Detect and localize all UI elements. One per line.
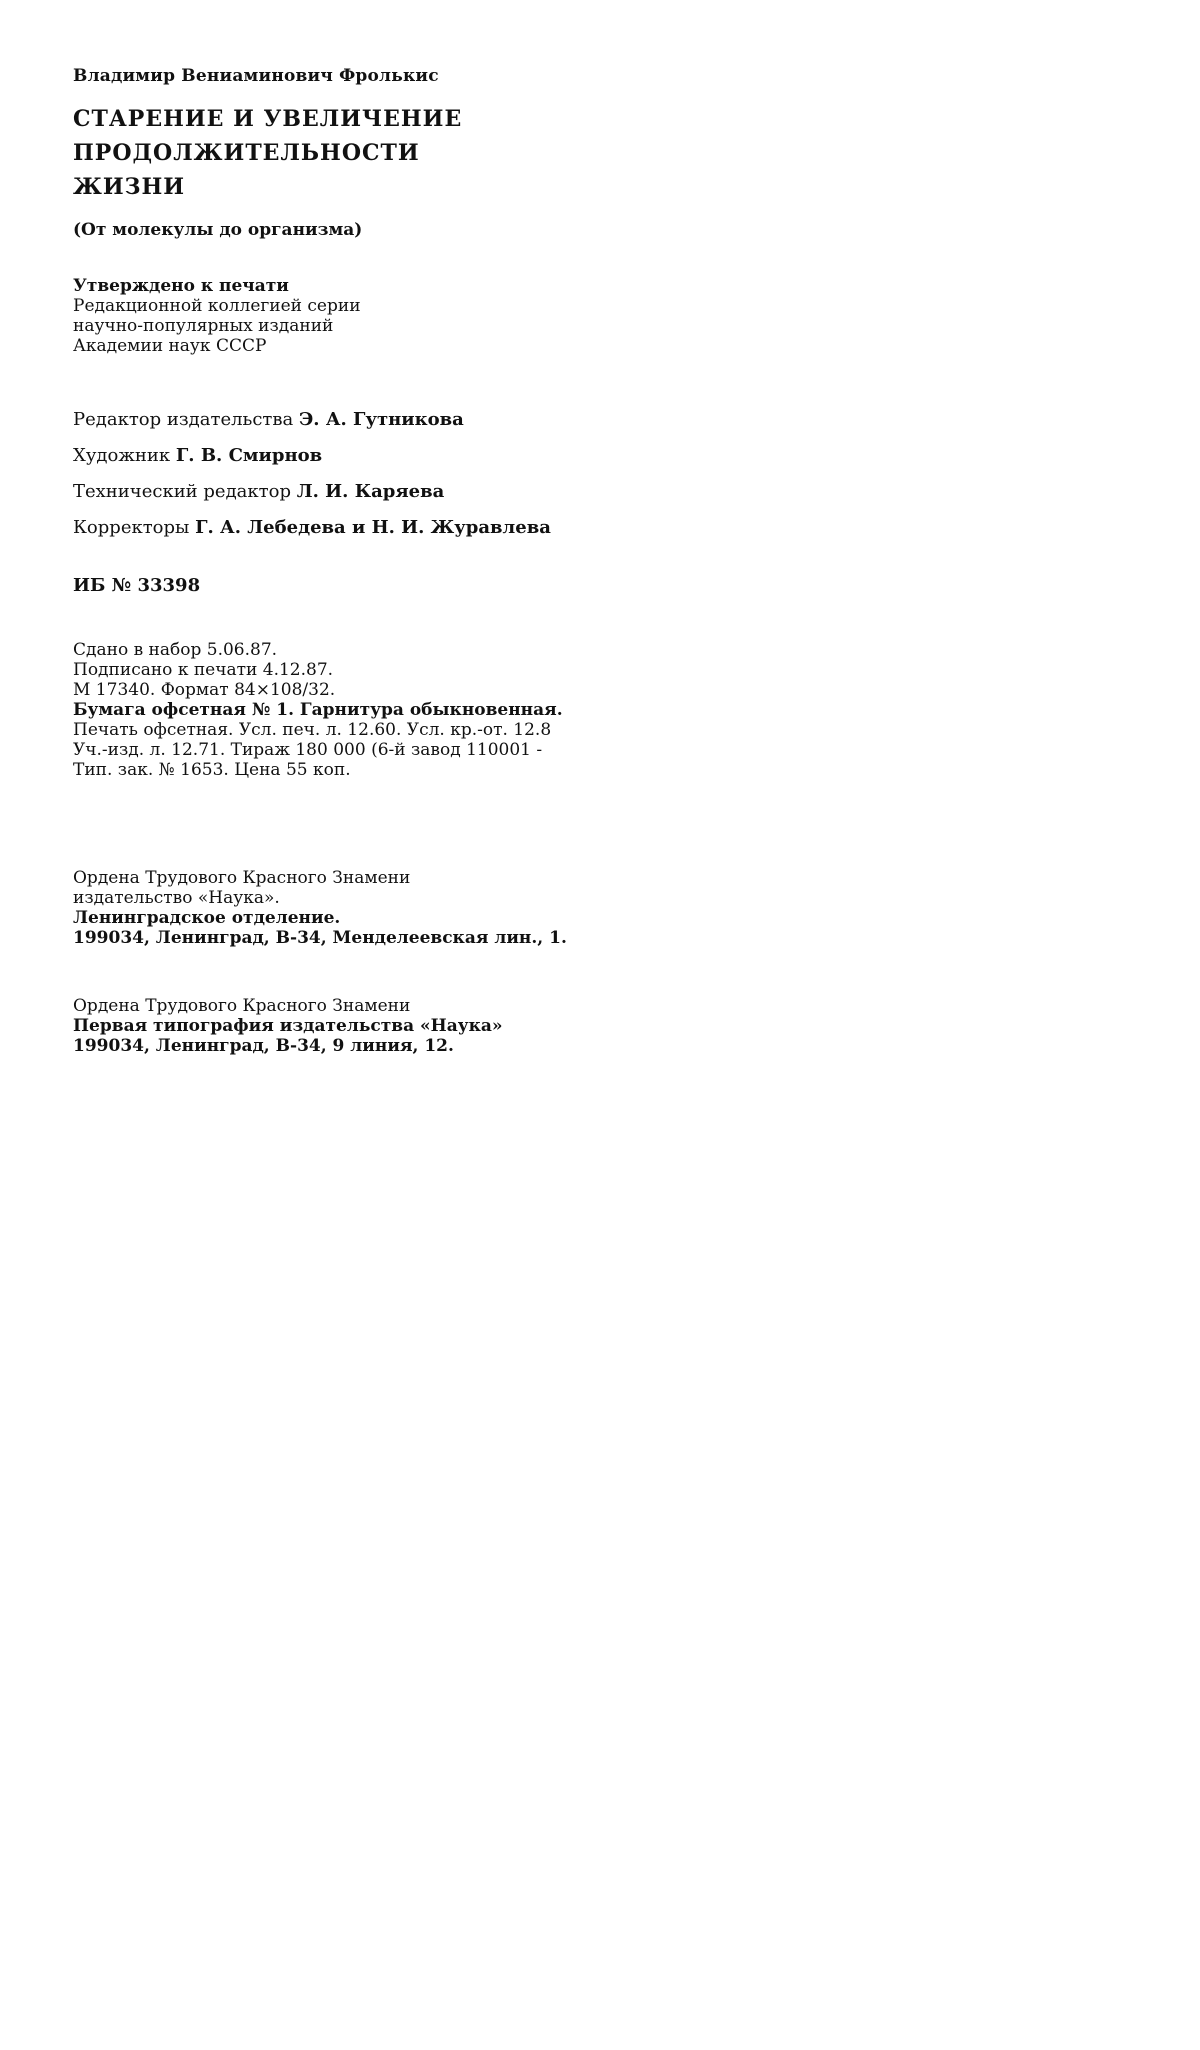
print-line-4: Бумага офсетная № 1. Гарнитура обыкновенная. bbox=[73, 700, 563, 720]
approval-line-4: Академии наук СССР bbox=[73, 336, 267, 356]
credit-proofreaders bbox=[73, 518, 551, 538]
title-line-1: СТАРЕНИЕ И УВЕЛИЧЕНИЕ bbox=[73, 106, 463, 132]
credit-role: Корректоры bbox=[73, 518, 190, 538]
print-line-6: Уч.-изд. л. 12.71. Тираж 180 000 (6-й завод 110001 - bbox=[73, 740, 543, 760]
print-line-7: Тип. зак. № 1653. Цена 55 коп. bbox=[73, 760, 351, 780]
book-subtitle: (От молекулы до организма) bbox=[73, 220, 363, 240]
ib-number: ИБ № 33398 bbox=[73, 576, 201, 596]
print-line-5: Печать офсетная. Усл. печ. л. 12.60. Усл. кр.-от. 12.8 bbox=[73, 720, 552, 740]
credit-role: Художник bbox=[73, 446, 171, 466]
credit-name: Э. А. Гутникова bbox=[298, 410, 464, 430]
publisher-line-1: Ордена Трудового Красного Знамени bbox=[73, 868, 411, 888]
credit-name: Г. А. Лебедева и Н. И. Журавлева bbox=[195, 518, 551, 538]
credit-artist bbox=[73, 446, 322, 466]
credit-name: Л. И. Каряева bbox=[296, 482, 445, 502]
title-line-2: ПРОДОЛЖИТЕЛЬНОСТИ bbox=[73, 140, 420, 166]
publisher-line-2: издательство «Наука». bbox=[73, 888, 280, 908]
title-line-3: ЖИЗНИ bbox=[73, 174, 186, 200]
credit-role: Редактор издательства bbox=[73, 410, 294, 430]
approval-line-1: Утверждено к печати bbox=[73, 276, 289, 296]
printer-line-2: Первая типография издательства «Наука» bbox=[73, 1016, 503, 1036]
print-line-3: М 17340. Формат 84×108/32. bbox=[73, 680, 336, 700]
print-line-2: Подписано к печати 4.12.87. bbox=[73, 660, 334, 680]
author-name: Владимир Вениаминович Фролькис bbox=[73, 66, 439, 86]
approval-line-3: научно-популярных изданий bbox=[73, 316, 334, 336]
printer-line-3: 199034, Ленинград, В-34, 9 линия, 12. bbox=[73, 1036, 454, 1056]
credit-tech-editor bbox=[73, 482, 444, 502]
approval-line-2: Редакционной коллегией серии bbox=[73, 296, 361, 316]
publisher-line-4: 199034, Ленинград, В-34, Менделеевская лин., 1. bbox=[73, 928, 567, 948]
credit-name: Г. В. Смирнов bbox=[175, 446, 323, 466]
credit-editor bbox=[73, 410, 464, 430]
printer-line-1: Ордена Трудового Красного Знамени bbox=[73, 996, 411, 1016]
credit-role: Технический редактор bbox=[73, 482, 291, 502]
print-line-1: Сдано в набор 5.06.87. bbox=[73, 640, 278, 660]
colophon-page bbox=[73, 0, 1200, 2050]
publisher-line-3: Ленинградское отделение. bbox=[73, 908, 341, 928]
